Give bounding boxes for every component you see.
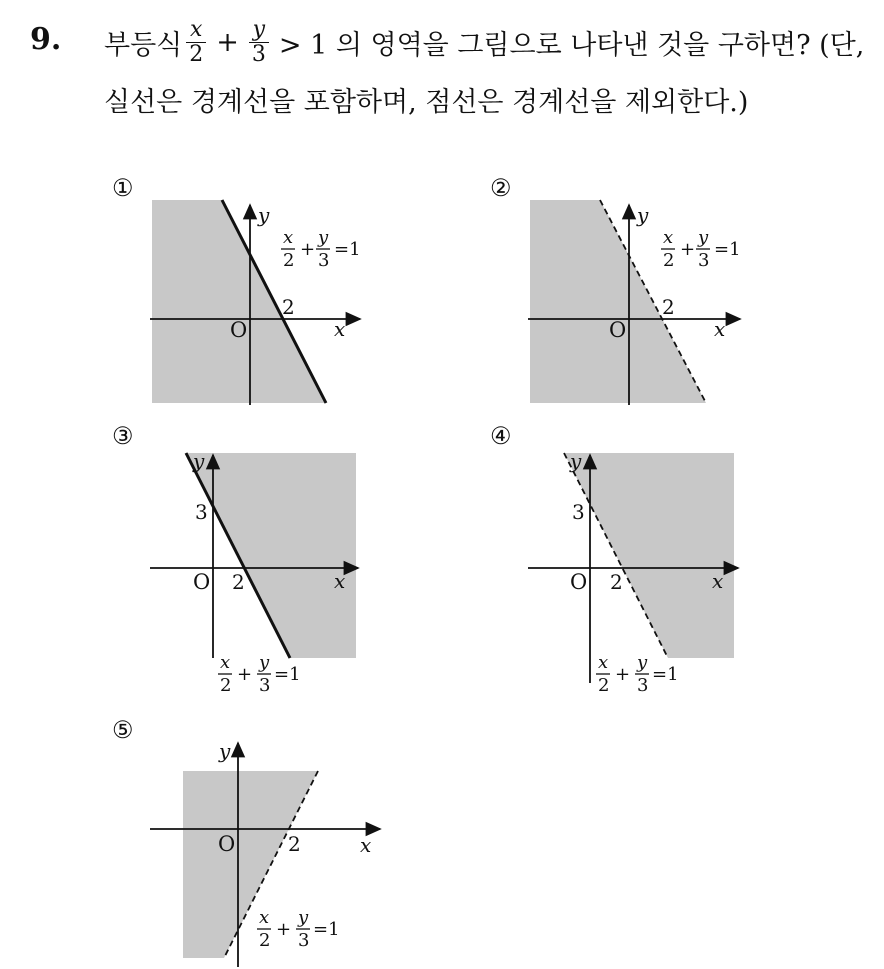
eq-plus: + [237,664,253,685]
origin-label: O [230,318,248,342]
eq-2: 2 [283,250,295,271]
question-number: 9. [30,22,62,57]
question-prefix: 부등식 [104,29,183,61]
eq-x: x [220,652,231,673]
option-3-marker: ③ [112,422,134,450]
x-intercept-label: 2 [288,832,301,856]
x-intercept-label: 2 [662,295,675,319]
eq-x: x [598,652,609,673]
option-4-marker: ④ [490,422,512,450]
fraction-denominator: 3 [249,42,269,66]
origin-label: O [193,570,211,594]
y-axis-label: y [570,449,582,473]
eq-x: x [663,227,674,248]
eq-2: 2 [220,675,232,696]
boundary-equation [596,652,679,696]
eq-rhs: =1 [274,664,301,685]
option-3-graph[interactable] [112,422,358,696]
option-2-marker: ② [490,174,512,202]
y-axis-label: y [258,203,270,227]
boundary-equation [257,907,340,951]
eq-plus: + [276,919,292,940]
fraction-numerator: y [252,17,266,43]
question-line-2: 실선은 경계선을 포함하며, 점선은 경계선을 제외한다.) [104,87,749,118]
eq-y: y [637,652,648,673]
x-axis-label: x [334,569,346,593]
eq-y: y [318,227,329,248]
eq-rhs: =1 [313,919,340,940]
shaded-region [530,200,706,403]
option-1-graph[interactable] [112,174,361,405]
eq-2: 2 [598,675,610,696]
eq-3: 3 [698,250,710,271]
shaded-region [186,453,356,658]
x-axis-label: x [712,569,724,593]
eq-2: 2 [663,250,675,271]
eq-3: 3 [298,930,310,951]
eq-y: y [698,227,709,248]
eq-y: y [259,652,270,673]
y-axis-label: y [637,203,649,227]
eq-3: 3 [637,675,649,696]
x-axis-label: x [714,317,726,341]
option-4-graph[interactable] [490,422,738,696]
origin-label: O [609,318,627,342]
option-5-graph[interactable] [112,716,380,967]
eq-2: 2 [259,930,271,951]
eq-rhs: =1 [652,664,679,685]
eq-plus: + [680,239,696,260]
x-axis-label: x [334,317,346,341]
eq-rhs: =1 [334,239,361,260]
eq-plus: + [615,664,631,685]
option-2-graph[interactable] [490,174,741,405]
fraction-numerator: x [190,17,203,43]
x-intercept-label: 2 [610,570,623,594]
fraction-denominator: 2 [186,42,206,66]
boundary-equation [281,227,361,271]
option-5-marker: ⑤ [112,716,134,744]
origin-label: O [218,832,236,856]
x-intercept-label: 2 [282,295,295,319]
y-intercept-label: 3 [195,500,208,524]
y-axis-label: y [219,739,231,763]
boundary-equation [218,652,301,696]
plus-sign: + [216,26,239,58]
boundary-equation [661,227,741,271]
eq-rhs: =1 [714,239,741,260]
origin-label: O [570,570,588,594]
eq-plus: + [300,239,316,260]
eq-x: x [283,227,294,248]
x-intercept-label: 2 [232,570,245,594]
y-axis-label: y [193,449,205,473]
eq-y: y [298,907,309,928]
x-axis-label: x [360,833,372,857]
option-1-marker: ① [112,174,134,202]
eq-x: x [259,907,270,928]
question-suffix: > 1 의 영역을 그림으로 나타낸 것을 구하면? (단, [278,29,865,61]
eq-3: 3 [318,250,330,271]
y-intercept-label: 3 [572,500,585,524]
eq-3: 3 [259,675,271,696]
